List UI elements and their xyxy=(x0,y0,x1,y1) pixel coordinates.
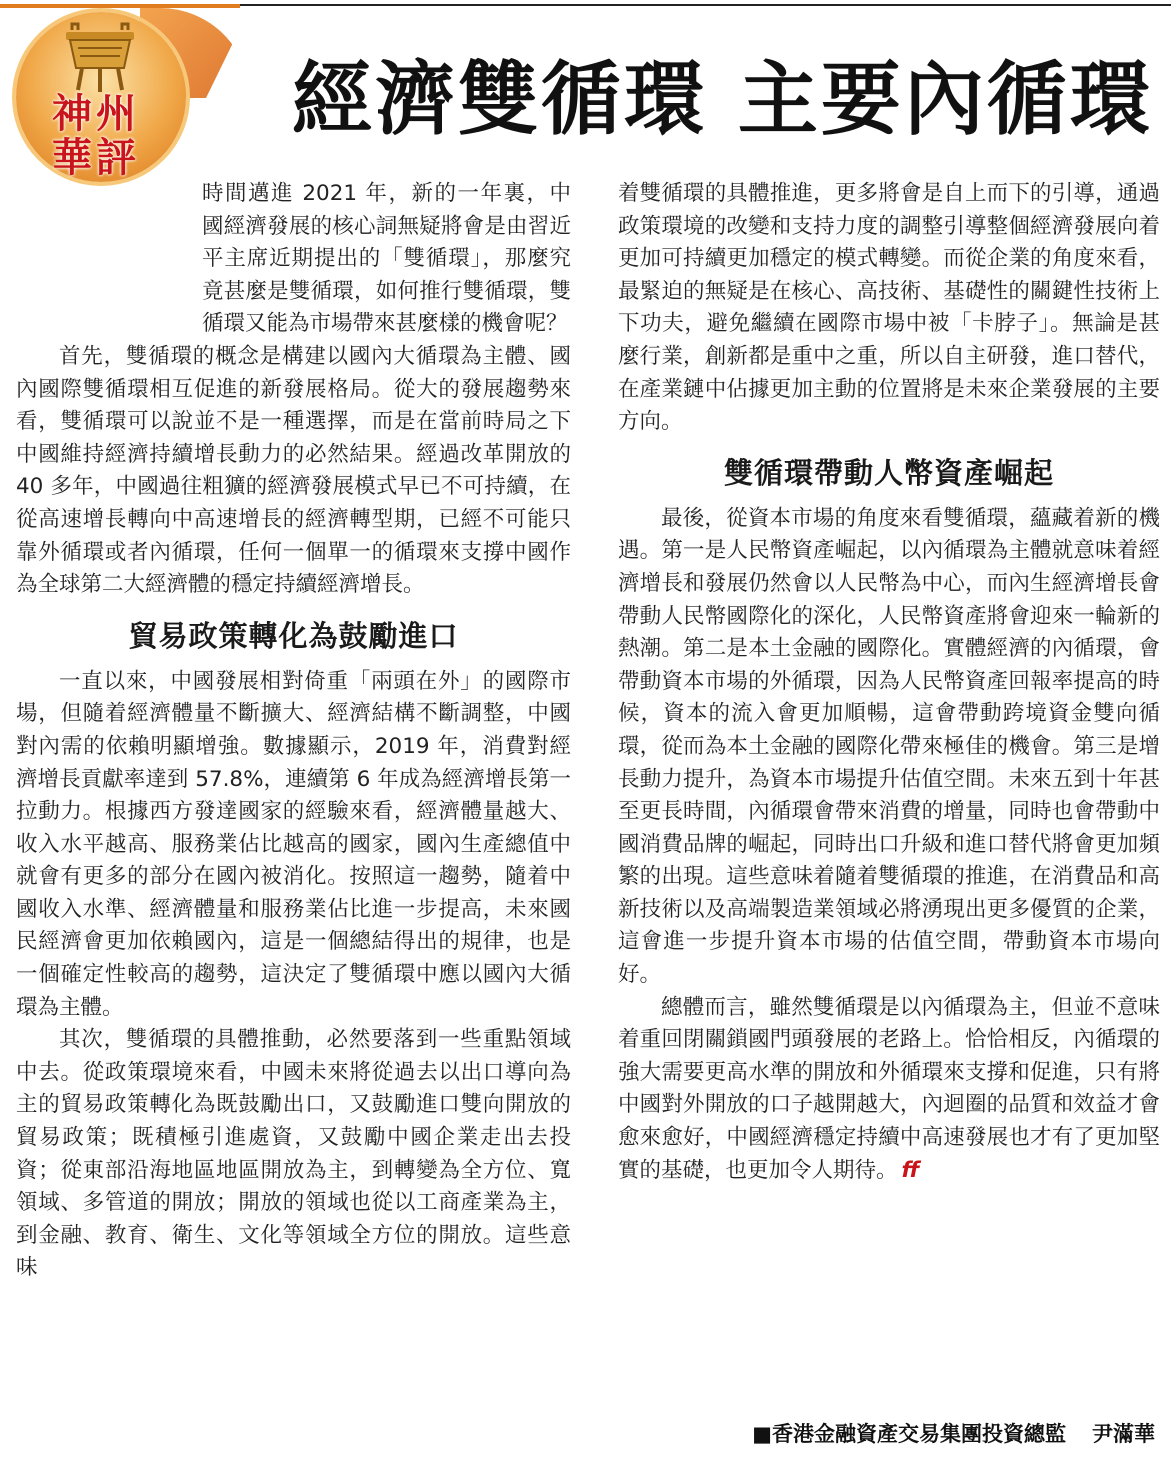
right-column xyxy=(618,178,1160,1187)
article-title: 經濟雙循環 主要內循環 xyxy=(292,52,1153,146)
badge-line-2: 華評 xyxy=(52,135,140,181)
paragraph: 首先，雙循環的概念是構建以國內大循環為主體、國內國際雙循環相互促進的新發展格局。從大的發展趨勢來看，雙循環可以說並不是一種選擇，而是在當前時局之下中國維持經濟持續增長動力的必然結果。經過改革開放的 40 多年，中國過往粗獷的經濟發展模式早已不可持續，在從高速增長轉向中高速增長的經濟轉型期，已經不可能只靠外循環或者內循環，任何一個單一的循環來支撐中國作為全球第二大經濟體的穩定持續經濟增長。 xyxy=(16,343,571,598)
byline-org: ■香港金融資產交易集團投資總監 xyxy=(752,1422,1066,1446)
left-column xyxy=(16,178,571,1285)
section-heading: 雙循環帶動人幣資產崛起 xyxy=(723,455,1054,490)
paragraph: 最後，從資本市場的角度來看雙循環，蘊藏着新的機遇。第一是人民幣資產崛起，以內循環為主體就意味着經濟增長和發展仍然會以人民幣為中心，而內生經濟增長會帶動人民幣國際化的深化，人民幣資產將會迎來一輪新的熱潮。第二是本土金融的國際化。實體經濟的內循環，會帶動資本市場的外循環，因為人民幣資產回報率提高的時候，資本的流入會更加順暢，這會帶動跨境資金雙向循環，從而為本土金融的國際化帶來極佳的機會。第三是增長動力提升，為資本市場提升估值空間。未來五到十年甚至更長時間，內循環會帶來消費的增量，同時也會帶動中國消費品牌的崛起，同時出口升級和進口替代將會更加頻繁的出現。這些意味着隨着雙循環的推進，在消費品和高新技術以及高端製造業領域必將湧現出更多優質的企業，這會進一步提升資本市場的估值空間，帶動資本市場向好。 xyxy=(618,505,1160,988)
byline-author: 尹滿華 xyxy=(1092,1422,1155,1446)
paragraph-text: 總體而言，雖然雙循環是以內循環為主，但並不意味着重回閉關鎖國門頭發展的老路上。恰恰相反，內循環的強大需要更高水準的開放和外循環來支撐和促進，只有將中國對外開放的口子越開越大，內迴圈的品質和效益才會愈來愈好，中國經濟穩定持續中高速發展也才有了更加堅實的基礎，也更加令人期待。 xyxy=(618,994,1160,1183)
paragraph xyxy=(618,992,1160,1188)
end-mark: ff xyxy=(901,1157,920,1183)
paragraph: 其次，雙循環的具體推動，必然要落到一些重點領域中去。從政策環境來看，中國未來將從過去以出口導向為主的貿易政策轉化為既鼓勵出口，又鼓勵進口雙向開放的貿易政策；既積極引進處資，又鼓勵中國企業走出去投資；從東部沿海地區地區開放為主，到轉變為全方位、寬領域、多管道的開放；開放的領域也從以工商產業為主，到金融、教育、衛生、文化等領域全方位的開放。這些意味 xyxy=(16,1027,571,1281)
paragraph: 時間邁進 2021 年，新的一年裏，中國經濟發展的核心詞無疑將會是由習近平主席近期提出的「雙循環」，那麼究竟甚麼是雙循環，如何推行雙循環，雙循環又能為市場帶來甚麼樣的機會呢？ xyxy=(202,181,571,337)
paragraph: 着雙循環的具體推進，更多將會是自上而下的引導，通過政策環境的改變和支持力度的調整引導整個經濟發展向着更加可持續更加穩定的模式轉變。而從企業的角度來看，最緊迫的無疑是在核心、高技術、基礎性的關鍵性技術上下功夫，避免繼續在國際市場中被「卡脖子」。無論是甚麼行業，創新都是重中之重，所以自主研發，進口替代，在產業鏈中佔據更加主動的位置將是未來企業發展的主要方向。 xyxy=(618,181,1160,435)
byline xyxy=(752,1418,1155,1448)
section-heading: 貿易政策轉化為鼓勵進口 xyxy=(128,618,459,653)
column-badge xyxy=(10,8,206,190)
ding-vessel-icon xyxy=(58,22,142,94)
badge-line-1: 神州 xyxy=(52,91,140,137)
paragraph: 一直以來，中國發展相對倚重「兩頭在外」的國際市場，但隨着經濟體量不斷擴大、經濟結構不斷調整，中國對內需的依賴明顯增強。數據顯示，2019 年，消費對經濟增長貢獻率達到 57.8%，連續第 6 年成為經濟增長第一拉動力。根據西方發達國家的經驗來看，經濟體量越大、收入水平越高、服務業佔比越高的國家，國內生產總值中就會有更多的部分在國內被消化。按照這一趨勢，隨着中國收入水準、經濟體量和服務業佔比進一步提高，未來國民經濟會更加依賴國內，這是一個總結得出的規律，也是一個確定性較高的趨勢，這決定了雙循環中應以國內大循環為主體。 xyxy=(16,668,571,1020)
